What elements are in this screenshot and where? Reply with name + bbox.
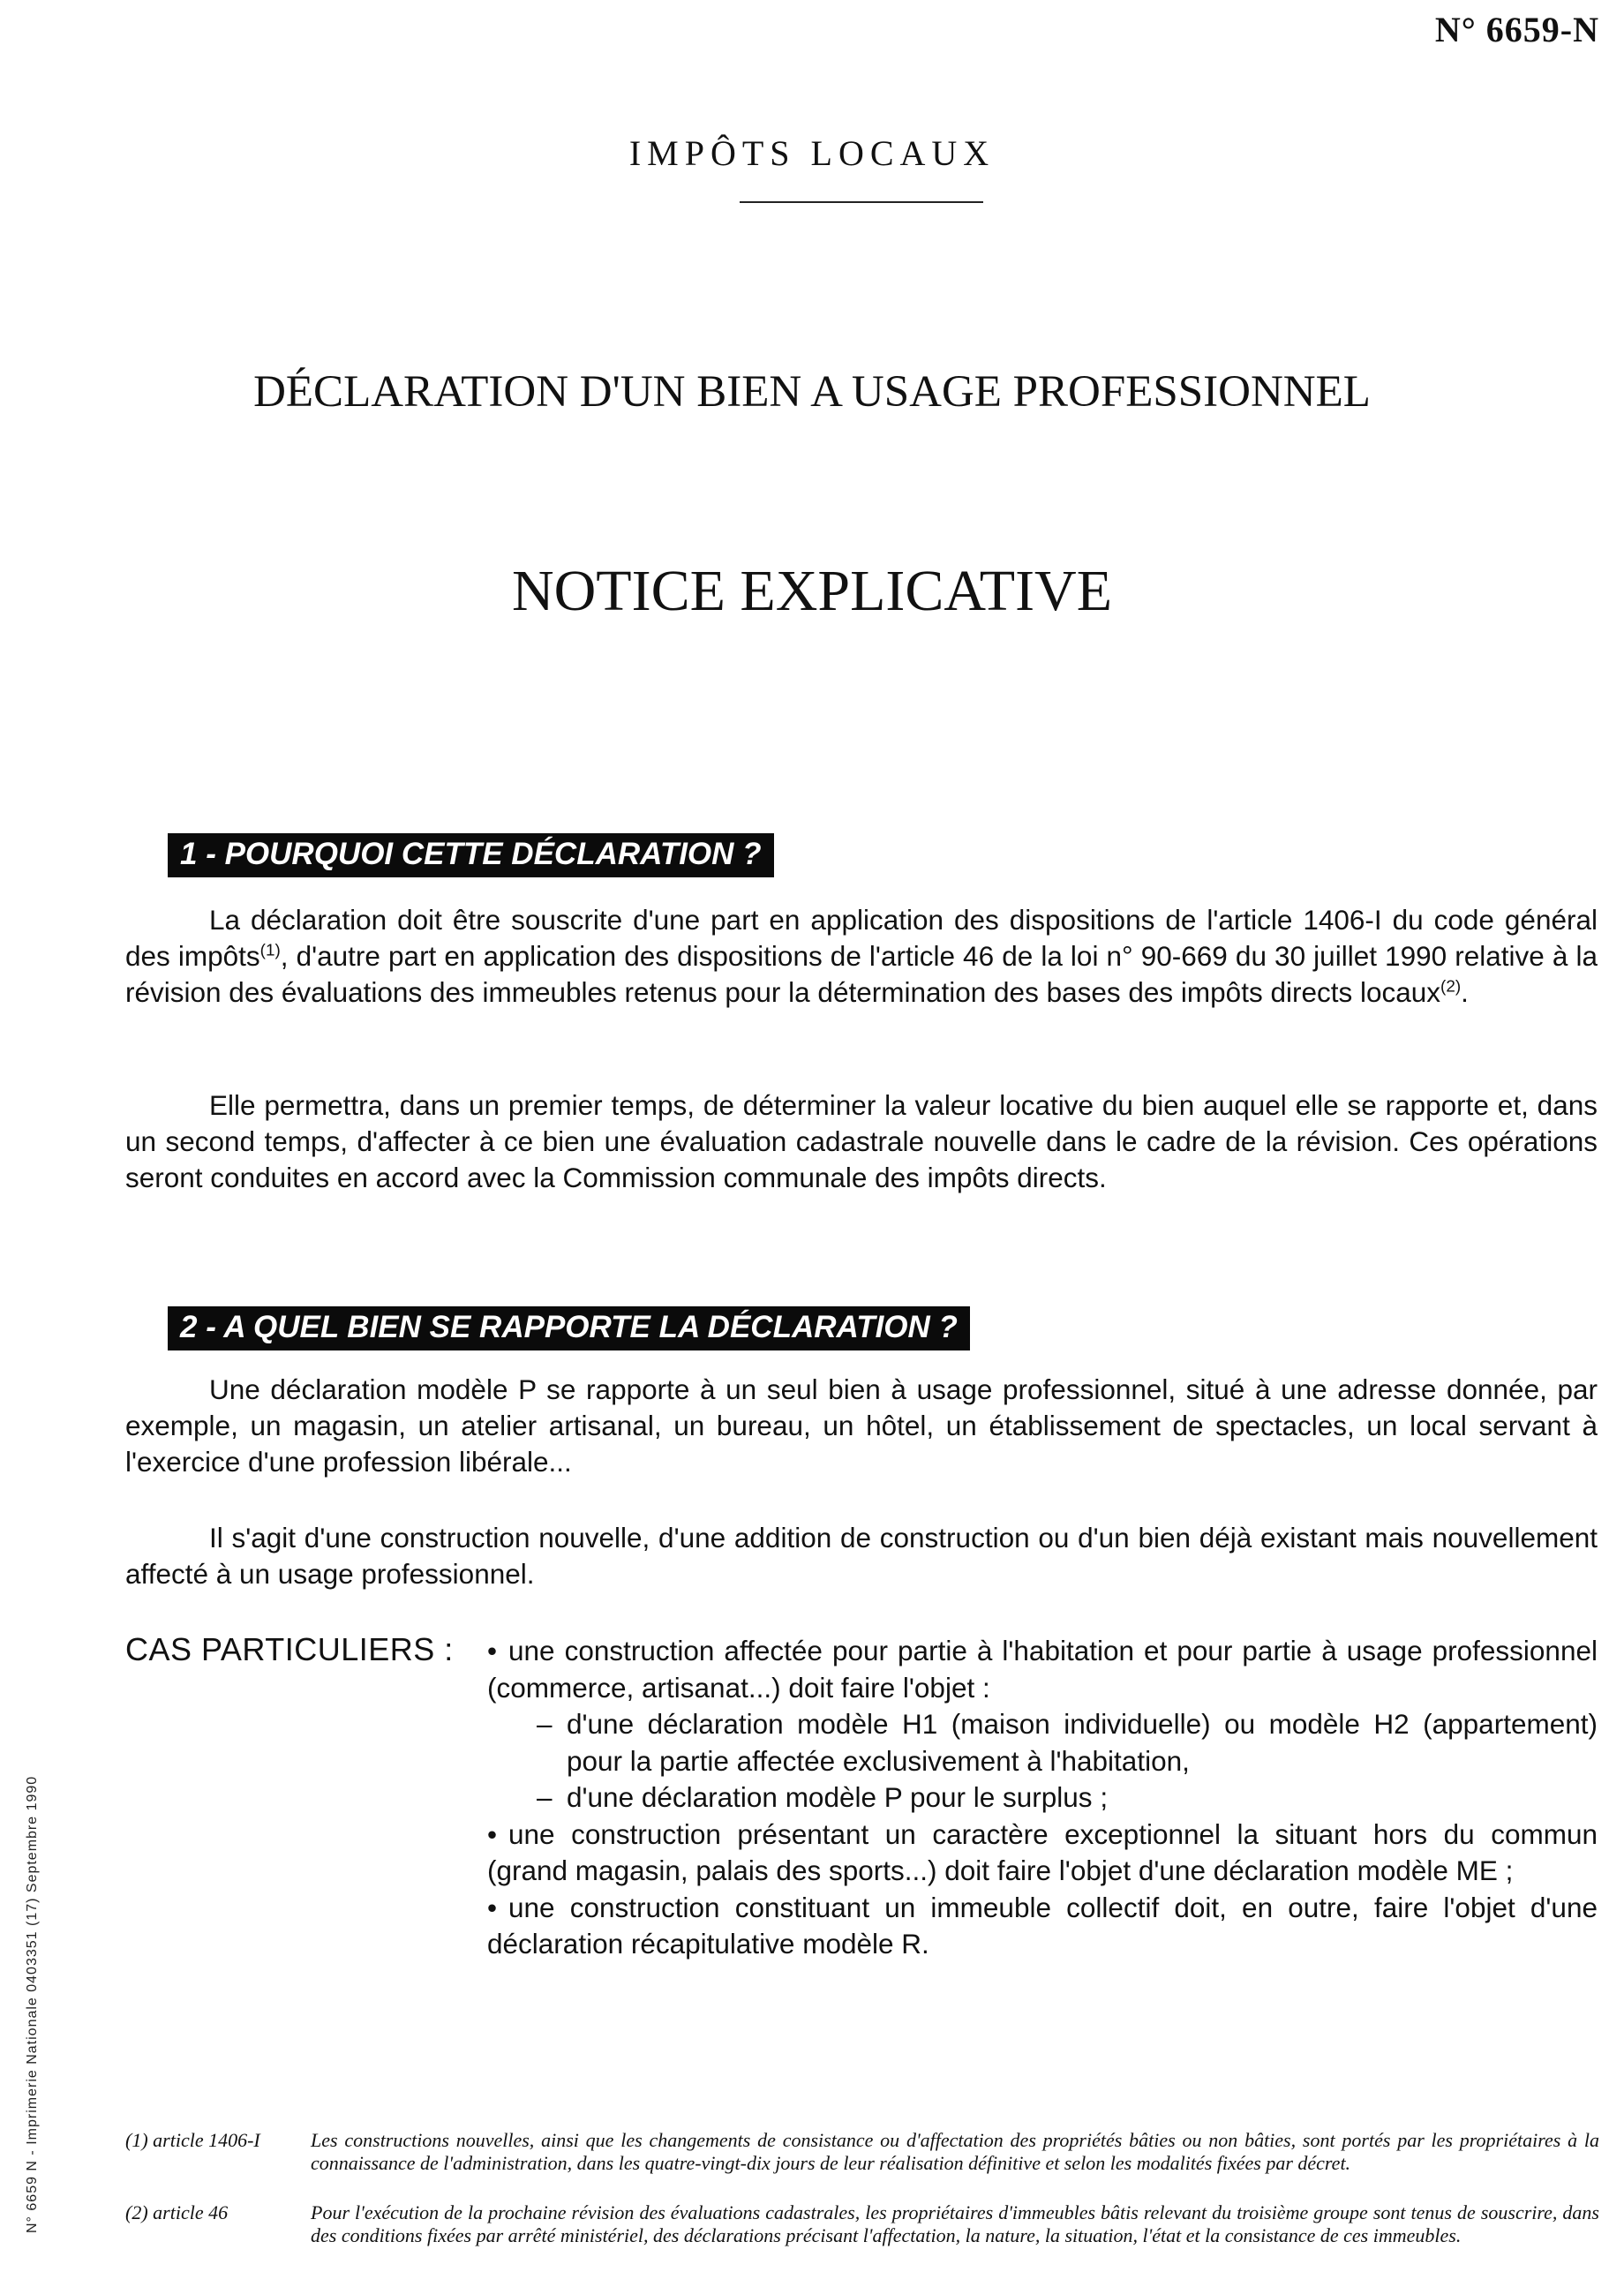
s1-p2-text: Elle permettra, dans un premier temps, de déterminer la valeur locative du bien auquel elle se rapporte et, dans un second temps, d'affecter à ce bien une évaluation cadastrale nouvelle dans le cadre de la révision. Ces opérations seront conduites en accord avec la Commission communale des impôts directs.	[125, 1089, 1598, 1193]
section-2-paragraph-1	[125, 1372, 1598, 1480]
special-case-subitem-2-text: d'une déclaration modèle P pour le surplus ;	[567, 1781, 1109, 1813]
bullet-icon: •	[487, 1635, 498, 1666]
s2-p2-text: Il s'agit d'une construction nouvelle, d'une addition de construction ou d'un bien déjà existant mais nouvellement affecté à un usage professionnel.	[125, 1522, 1598, 1590]
special-case-item-2-text: une construction présentant un caractère exceptionnel la situant hors du commun (grand magasin, palais des sports...) doit faire l'objet d'une déclaration modèle ME ;	[487, 1817, 1598, 1886]
dash-icon: –	[537, 1781, 553, 1813]
special-cases-list	[487, 1633, 1598, 1963]
special-case-item-1-text: une construction affectée pour partie à l'habitation et pour partie à usage professionnel (commerce, artisanat...) doit faire l'objet :	[487, 1635, 1598, 1704]
bullet-icon: •	[487, 1817, 498, 1850]
s1-text-c: .	[1461, 976, 1469, 1008]
heading-divider	[740, 201, 983, 203]
section-1-paragraph-1	[125, 902, 1598, 1011]
document-title: DÉCLARATION D'UN BIEN A USAGE PROFESSIONNEL	[253, 367, 1371, 417]
special-case-item-3-text: une construction constituant un immeuble collectif doit, en outre, faire l'objet d'une déclaration récapitulative modèle R.	[487, 1891, 1598, 1960]
form-number: N° 6659-N	[1434, 10, 1599, 49]
s2-p1-text: Une déclaration modèle P se rapporte à un seul bien à usage professionnel, situé à une adresse donnée, par exemple, un magasin, un atelier artisanal, un bureau, un hôtel, un établissement de spectacles, un local servant à l'exercice d'une profession libérale...	[125, 1373, 1598, 1478]
footnote-1-reference: (1) article 1406-I	[125, 2129, 260, 2151]
footnote-2-reference: (2) article 46	[125, 2201, 229, 2223]
special-cases-label: CAS PARTICULIERS :	[125, 1631, 454, 1667]
section-2-heading: 2 - A QUEL BIEN SE RAPPORTE LA DÉCLARATION ?	[168, 1306, 970, 1350]
special-case-item-1	[487, 1633, 1598, 1706]
s1-text-b: , d'autre part en application des dispositions de l'article 46 de la loi n° 90-669 du 30 juillet 1990 relative à la révision des évaluations des immeubles retenus pour la détermination des bases des impôts directs locaux	[125, 940, 1598, 1008]
bullet-icon: •	[487, 1891, 498, 1923]
section-2-paragraph-2	[125, 1520, 1598, 1592]
special-case-subitem-1	[537, 1706, 1598, 1779]
footnote-1-text: Les constructions nouvelles, ainsi que les changements de consistance ou d'affectation des propriétés bâties ou non bâties, sont portés par les propriétaires à la connaissance de l'administration, dans les quatre-vingt-dix jours de leur réalisation définitive et selon les modalités fixées par décret.	[311, 2129, 1599, 2174]
special-case-subitem-1-text: d'une déclaration modèle H1 (maison individuelle) ou modèle H2 (appartement) pour la partie affectée exclusivement à l'habitation,	[567, 1708, 1598, 1777]
department-heading: IMPÔTS LOCAUX	[628, 133, 996, 173]
s1-text-a: La déclaration doit être souscrite d'une part en application des dispositions de l'article 1406-I du code général des impôts	[125, 904, 1598, 972]
dash-icon: –	[537, 1708, 553, 1740]
footnote-ref-2: (2)	[1440, 977, 1462, 997]
special-case-item-3	[487, 1890, 1598, 1963]
footnote-2-text: Pour l'exécution de la prochaine révision des évaluations cadastrales, les propriétaires d'immeubles bâtis relevant du troisième groupe sont tenus de souscrire, dans des conditions fixées par arrêté ministériel, des déclarations précisant l'affectation, la nature, la situation, l'état et la consistance de ces immeubles.	[311, 2201, 1599, 2246]
footnote-ref-1: (1)	[259, 941, 281, 960]
section-1-paragraph-2	[125, 1087, 1598, 1196]
special-case-subitem-2	[537, 1779, 1598, 1817]
printer-imprint: N° 6659 N - Imprimerie Nationale 0403351 (17) Septembre 1990	[25, 1775, 40, 2233]
section-1-heading: 1 - POURQUOI CETTE DÉCLARATION ?	[168, 833, 774, 877]
special-case-item-2	[487, 1817, 1598, 1890]
document-subtitle: NOTICE EXPLICATIVE	[511, 559, 1113, 623]
